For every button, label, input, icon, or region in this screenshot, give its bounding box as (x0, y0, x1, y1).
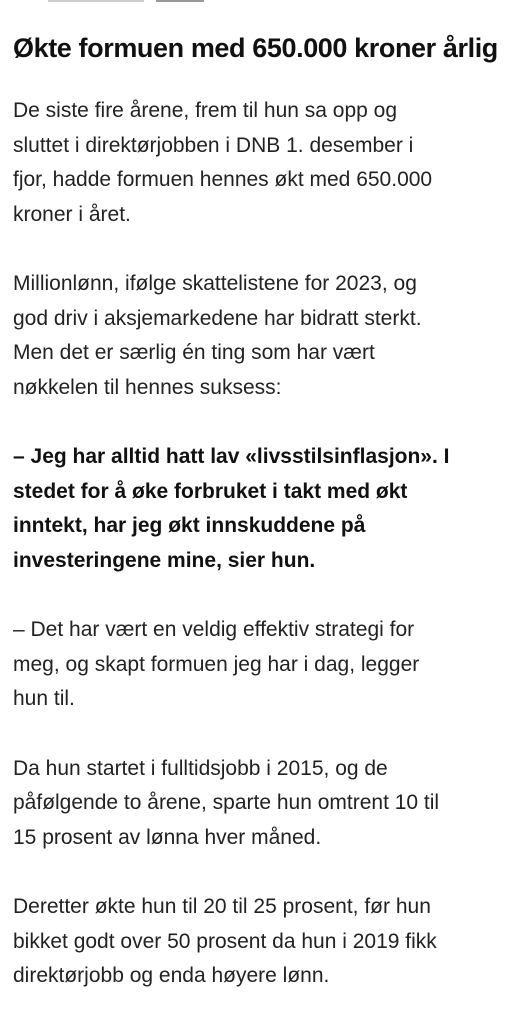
paragraph-line: god driv i aksjemarkedene har bidratt sterkt. (13, 306, 422, 330)
paragraph-line: direktørjobb og enda høyere lønn. (13, 964, 330, 987)
paragraph-savings-start (13, 752, 513, 856)
image-edge-right (156, 0, 204, 2)
paragraph-background (13, 267, 513, 405)
paragraph-line: bikket godt over 50 prosent da hun i 2019 fikk (13, 929, 437, 953)
paragraph-line: påfølgende to årene, sparte hun omtrent 10 til (13, 791, 440, 814)
paragraph-line: De siste fire årene, frem til hun sa opp og (13, 99, 398, 122)
top-image-edge (0, 0, 526, 3)
quote-line: stedet for å øke forbruket i takt med økt (13, 479, 408, 503)
paragraph-line: 15 prosent av lønna hver måned. (13, 825, 322, 849)
paragraph-line: Deretter økte hun til 20 til 25 prosent, før hun (13, 895, 431, 918)
quote-line: inntekt, har jeg økt innskuddene på (13, 514, 366, 537)
paragraph-savings-increase (13, 890, 513, 994)
paragraph-line: nøkkelen til hennes suksess: (13, 375, 282, 399)
paragraph-intro (13, 94, 513, 232)
paragraph-line: kroner i året. (13, 202, 131, 226)
paragraph-line: sluttet i direktørjobben i DNB 1. desember i (13, 133, 414, 157)
paragraph-follow-up-quote (13, 613, 513, 717)
quote-line: – Jeg har alltid hatt lav «livsstilsinflasjon». I (13, 445, 450, 468)
paragraph-line: Millionlønn, ifølge skattelistene for 2023, og (13, 272, 417, 295)
paragraph-line: fjor, hadde formuen hennes økt med 650.000 (13, 168, 433, 191)
paragraph-line: – Det har vært en veldig effektiv strategi for (13, 618, 415, 641)
image-edge-left (48, 0, 144, 2)
paragraph-line: meg, og skapt formuen jeg har i dag, legger (13, 652, 420, 676)
paragraph-line: Men det er særlig én ting som har vært (13, 341, 375, 364)
section-headline: Økte formuen med 650.000 kroner årlig (13, 33, 498, 63)
article-body (13, 30, 513, 1029)
paragraph-line: Da hun startet i fulltidsjobb i 2015, og de (13, 756, 388, 780)
paragraph-quote (13, 440, 513, 578)
paragraph-line: hun til. (13, 687, 75, 710)
quote-line: investeringene mine, sier hun. (13, 548, 316, 572)
